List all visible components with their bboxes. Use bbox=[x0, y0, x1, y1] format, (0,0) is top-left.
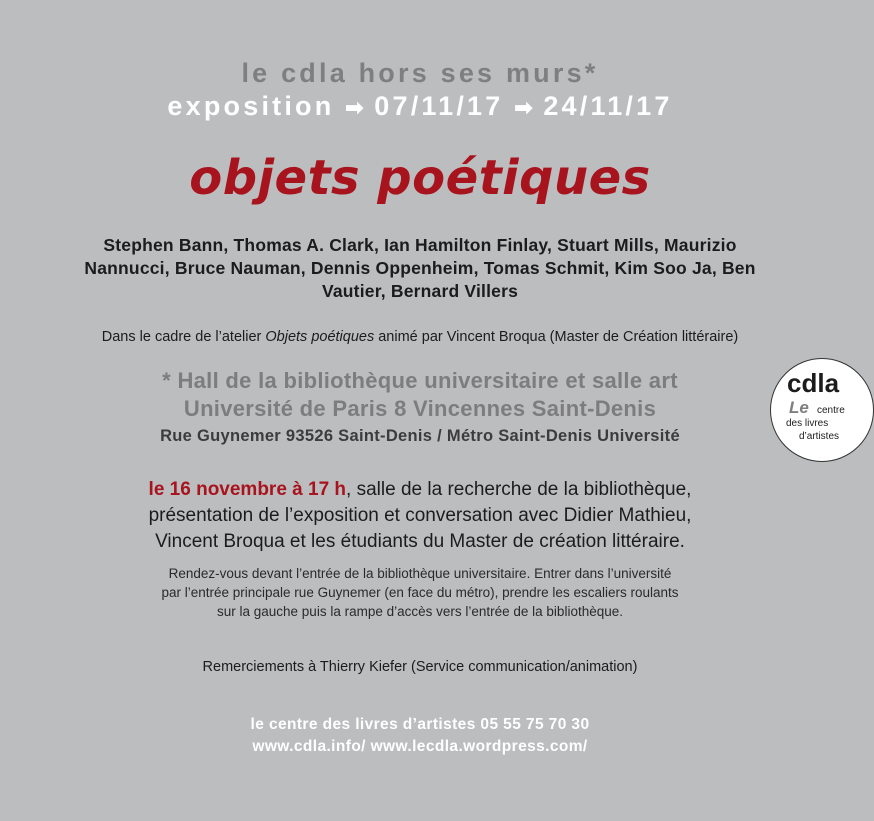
exposition-label: exposition bbox=[167, 91, 335, 121]
date-start: 07/11/17 bbox=[374, 91, 504, 121]
logo-line1: centre bbox=[817, 405, 845, 416]
directions bbox=[0, 564, 840, 621]
venue-line2: Université de Paris 8 Vincennes Saint-Denis bbox=[183, 396, 657, 421]
event-datetime: le 16 novembre à 17 h bbox=[148, 479, 347, 500]
contact-websites: www.cdla.info/ www.lecdla.wordpress.com/ bbox=[252, 738, 588, 755]
atelier-title: Objets poétiques bbox=[265, 329, 375, 345]
atelier-after: animé par Vincent Broqua (Master de Création littéraire) bbox=[374, 329, 739, 345]
acknowledgements: Remerciements à Thierry Kiefer (Service communication/animation) bbox=[202, 659, 638, 675]
logo-line2: des livres bbox=[786, 418, 829, 429]
atelier-before: Dans le cadre de l’atelier bbox=[101, 329, 266, 345]
directions-line2: par l’entrée principale rue Guynemer (en face du métro), prendre les escaliers roulants bbox=[161, 585, 679, 600]
venue-line1: * Hall de la bibliothèque universitaire et salle art bbox=[162, 368, 678, 393]
event-line2: présentation de l’exposition et conversation avec Didier Mathieu, bbox=[148, 505, 692, 526]
logo-line3: d’artistes bbox=[799, 431, 840, 442]
cdla-logo bbox=[770, 358, 874, 462]
arrow-right-icon: ➡ bbox=[345, 95, 364, 120]
atelier-note bbox=[0, 329, 840, 345]
venue-address: Rue Guynemer 93526 Saint-Denis / Métro Saint-Denis Université bbox=[160, 427, 680, 445]
contact-phone: le centre des livres d’artistes 05 55 75 70 30 bbox=[250, 716, 590, 733]
exposition-dates bbox=[0, 91, 840, 122]
date-end: 24/11/17 bbox=[543, 91, 673, 121]
event-line3: Vincent Broqua et les étudiants du Master de création littéraire. bbox=[155, 531, 685, 552]
arrow-right-icon: ➡ bbox=[514, 95, 533, 120]
venue bbox=[0, 367, 840, 423]
artists-list: Stephen Bann, Thomas A. Clark, Ian Hamilton Finlay, Stuart Mills, Maurizio Nannucci, Bruce Nauman, Dennis Oppenheim, Tomas Schmit, Kim Soo Ja, Ben Vautier, Bernard Villers bbox=[84, 235, 756, 301]
contact-info bbox=[0, 714, 840, 758]
logo-name: cdla bbox=[787, 368, 840, 398]
exhibition-title: objets poétiques bbox=[189, 150, 651, 206]
event-line1: , salle de la recherche de la bibliothèque, bbox=[346, 479, 692, 500]
header-line1: le cdla hors ses murs* bbox=[241, 58, 599, 88]
event-details bbox=[0, 477, 840, 555]
directions-line3: sur la gauche puis la rampe d’accès vers l’entrée de la bibliothèque. bbox=[217, 604, 623, 619]
directions-line1: Rendez-vous devant l’entrée de la bibliothèque universitaire. Entrer dans l’université bbox=[168, 566, 672, 581]
logo-le: Le bbox=[789, 398, 809, 417]
